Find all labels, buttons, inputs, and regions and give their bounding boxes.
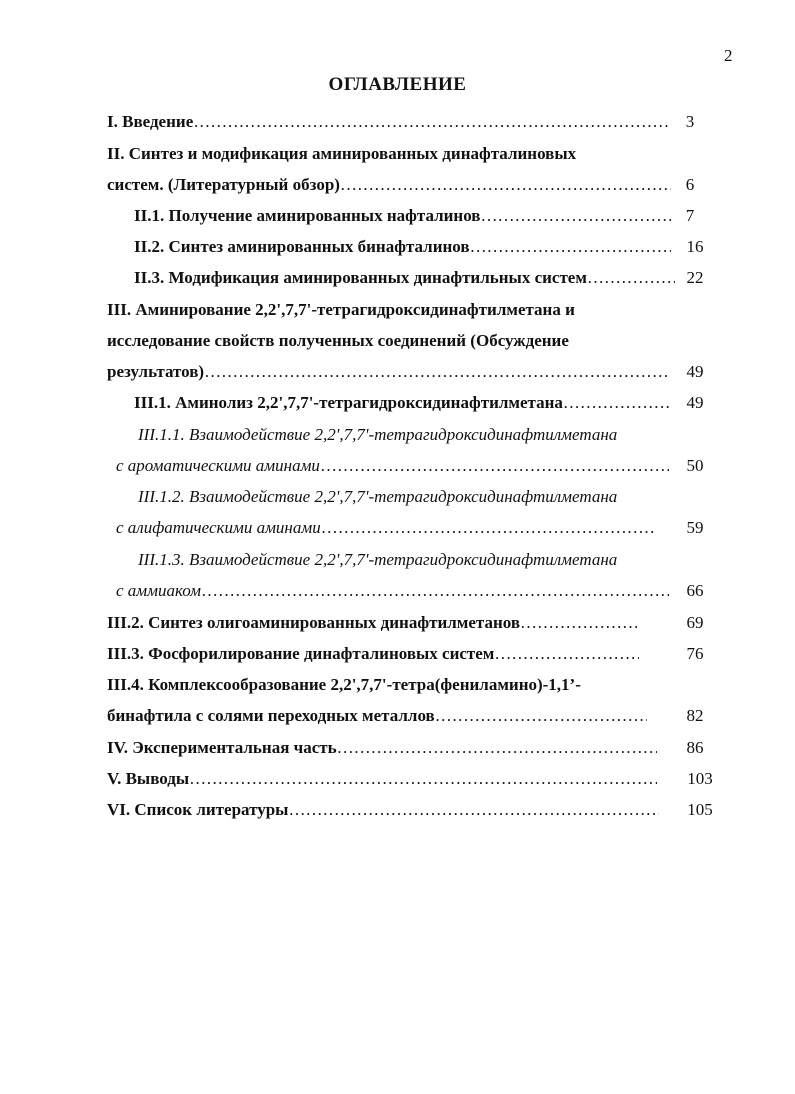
dot-leader	[435, 704, 647, 728]
dot-leader	[189, 767, 657, 791]
dot-leader	[520, 611, 637, 635]
toc-entry-text: с алифатическими аминами	[116, 518, 321, 537]
dot-leader	[204, 360, 669, 384]
toc-entry-ii-1[interactable]	[134, 204, 671, 228]
dot-leader	[321, 516, 654, 540]
toc-entry-iii-1[interactable]	[134, 391, 669, 415]
toc-entry-iii-4[interactable]: III.4. Комплексообразование 2,2',7,7'-тетра(фениламино)-1,1’-	[107, 675, 581, 694]
toc-entry-text: с ароматическими аминами	[116, 456, 320, 475]
toc-entry-iii-2[interactable]	[107, 611, 637, 635]
toc-entry-text: систем. (Литературный обзор)	[107, 175, 340, 194]
toc-entry-text: VI. Список литературы	[107, 800, 289, 819]
toc-entry-experimental[interactable]	[107, 736, 657, 760]
toc-entry-text: IV. Экспериментальная часть	[107, 738, 337, 757]
toc-page-number: 105	[687, 800, 713, 819]
toc-entry-iii-3[interactable]	[107, 642, 639, 666]
dot-leader	[337, 736, 657, 760]
dot-leader	[470, 235, 671, 259]
toc-entry-text: I. Введение	[107, 112, 194, 131]
toc-entry-synthesis-cont[interactable]	[107, 173, 671, 197]
toc-page-number: 103	[687, 769, 713, 788]
toc-page-number: 50	[686, 456, 704, 475]
dot-leader	[288, 798, 659, 822]
toc-entry-introduction[interactable]	[107, 110, 669, 134]
toc-entry-iii-1-2[interactable]: III.1.2. Взаимодействие 2,2',7,7'-тетрагидроксидинафтилметана	[138, 487, 618, 506]
toc-entry-text: II.1. Получение аминированных нафталинов	[134, 206, 481, 225]
toc-entry-text: V. Выводы	[107, 769, 190, 788]
toc-entry-text: II.2. Синтез аминированных бинафталинов	[134, 237, 470, 256]
toc-page-number: 6	[685, 175, 695, 194]
dot-leader	[340, 173, 671, 197]
toc-entry-iii-1-1-cont[interactable]	[116, 454, 669, 478]
dot-leader	[201, 579, 669, 603]
toc-entry-iii-1-3-cont[interactable]	[116, 579, 669, 603]
toc-entry-text: III.3. Фосфорилирование динафталиновых систем	[107, 644, 495, 663]
toc-entry-references[interactable]	[107, 798, 659, 822]
toc-entry-ii-2[interactable]	[134, 235, 671, 259]
toc-page-number: 69	[686, 613, 704, 632]
toc-entry-iii-1-1[interactable]: III.1.1. Взаимодействие 2,2',7,7'-тетрагидроксидинафтилметана	[138, 425, 618, 444]
toc-entry-ii-3[interactable]	[134, 266, 675, 290]
toc-entry-text: с аммиаком	[116, 581, 201, 600]
toc-page-number: 76	[686, 644, 704, 663]
toc-page-number: 49	[686, 393, 704, 412]
toc-entry-text: результатов)	[107, 362, 205, 381]
toc-page-number: 66	[686, 581, 704, 600]
toc-entry-iii-4-cont[interactable]	[107, 704, 647, 728]
toc-page-number: 49	[686, 362, 704, 381]
toc-page-number: 22	[686, 268, 704, 287]
toc-entry-conclusions[interactable]	[107, 767, 657, 791]
toc-page-number: 16	[686, 237, 704, 256]
toc-entry-text: III.2. Синтез олигоаминированных динафтилметанов	[107, 613, 521, 632]
toc-page-number: 7	[685, 206, 695, 225]
dot-leader	[587, 266, 675, 290]
toc-entry-iii-1-3[interactable]: III.1.3. Взаимодействие 2,2',7,7'-тетрагидроксидинафтилметана	[138, 550, 618, 569]
toc-entry-synthesis[interactable]: II. Синтез и модификация аминированных динафталиновых	[107, 144, 577, 163]
dot-leader	[494, 642, 639, 666]
dot-leader	[193, 110, 669, 134]
toc-entry-text: бинафтила с солями переходных металлов	[107, 706, 435, 725]
dot-leader	[480, 204, 671, 228]
toc-entry-amination-cont[interactable]	[107, 360, 669, 384]
toc-page-number: 86	[686, 738, 704, 757]
toc-page-number: 3	[685, 112, 695, 131]
toc-page-number: 59	[686, 518, 704, 537]
dot-leader	[320, 454, 669, 478]
page-title: ОГЛАВЛЕНИЕ	[328, 74, 467, 95]
toc-entry-amination[interactable]: III. Аминирование 2,2',7,7'-тетрагидроксидинафтилметана и	[107, 300, 575, 319]
toc-entry-text: II.3. Модификация аминированных динафтильных систем	[134, 268, 587, 287]
dot-leader	[563, 391, 669, 415]
page-number: 2	[724, 46, 733, 65]
toc-entry-iii-1-2-cont[interactable]	[116, 516, 654, 540]
toc-entry-text: III.1. Аминолиз 2,2',7,7'-тетрагидроксидинафтилметана	[134, 393, 563, 412]
toc-page-number: 82	[686, 706, 704, 725]
toc-entry-amination-line2[interactable]: исследование свойств полученных соединений (Обсуждение	[107, 331, 569, 350]
